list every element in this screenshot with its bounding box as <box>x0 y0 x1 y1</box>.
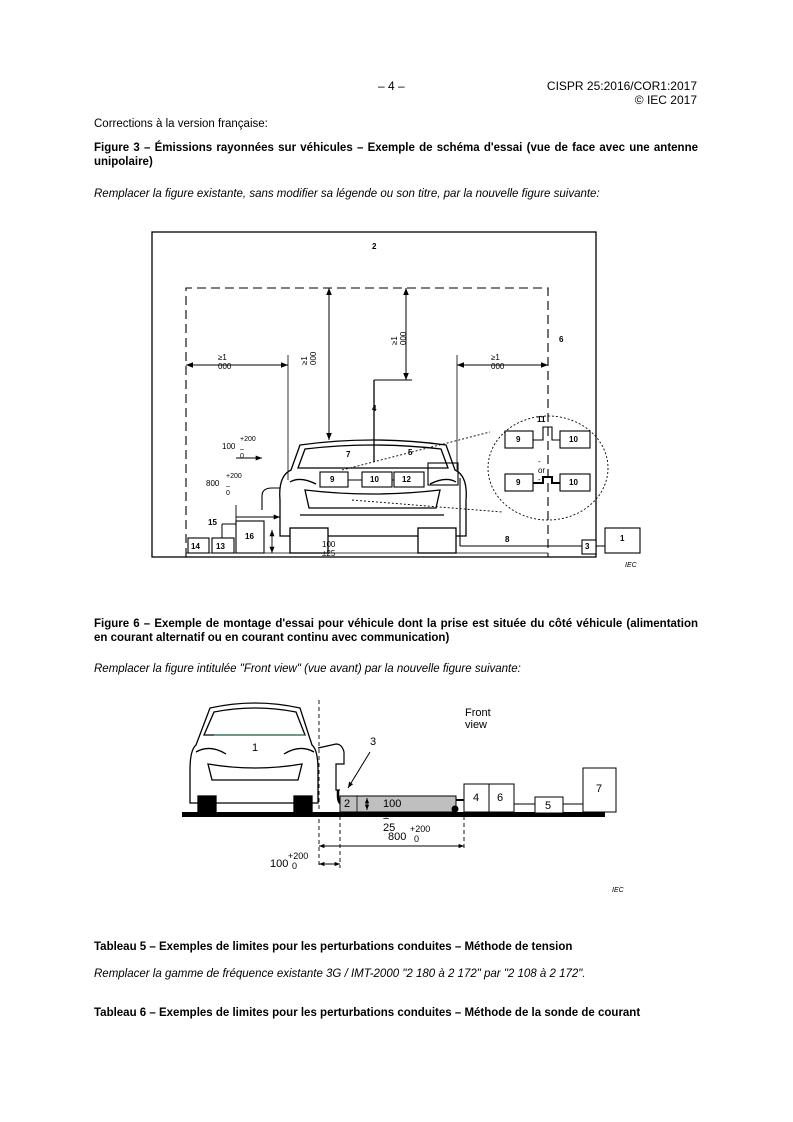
fig6-label-3: 3 <box>370 736 377 748</box>
fig3-dim-100-plus: +200 <box>240 436 256 443</box>
fig3-dim-left: ≥1 000 <box>218 353 232 371</box>
fig3-dim-vertical: ≥1 000 <box>300 351 318 365</box>
fig3-label-9-zoom-a: 9 <box>516 435 521 444</box>
fig3-label-1: 1 <box>620 534 625 543</box>
fig3-dim-100: 100 <box>222 442 236 451</box>
fig6-dim-height: 100 ± 25 <box>383 798 402 834</box>
fig3-dim-800-minus: –0 <box>226 483 230 497</box>
fig6-vehicle <box>190 703 318 812</box>
figure3-title: Figure 3 – Émissions rayonnées sur véhicules – Exemple de schéma d'essai (vue de face avec une antenne unipolaire) <box>94 142 698 168</box>
fig6-dim-800-minus: 0 <box>414 834 420 844</box>
fig6-label-2: 2 <box>344 798 351 810</box>
fig3-label-16: 16 <box>245 532 254 541</box>
fig3-dim-height: 100 ±25 <box>322 540 336 558</box>
fig3-label-11: 11 <box>537 415 546 424</box>
fig6-title: Front view <box>465 707 491 731</box>
fig3-label-10-zoom-a: 10 <box>569 435 578 444</box>
fig6-label-4: 4 <box>473 792 480 804</box>
fig3-label-3: 3 <box>585 542 590 551</box>
copyright: © IEC 2017 <box>634 93 697 107</box>
table6-title: Tableau 6 – Exemples de limites pour les perturbations conduites – Méthode de la sonde de courant <box>94 1007 641 1019</box>
fig6-dim-100-plus: +200 <box>288 851 309 861</box>
figure6-title: Figure 6 – Exemple de montage d'essai pour véhicule dont la prise est située du côté véhicule (alimentation en courant alternatif ou en courant continu avec communication) <box>94 618 698 644</box>
fig3-label-9: 9 <box>330 475 335 484</box>
fig3-label-7: 7 <box>346 450 351 459</box>
fig3-label-4: 4 <box>372 404 377 413</box>
fig3-label-14: 14 <box>191 542 200 551</box>
fig3-label-6: 6 <box>559 335 564 344</box>
fig3-label-2: 2 <box>372 242 377 251</box>
table5-instruction: Remplacer la gamme de fréquence existante 3G / IMT-2000 "2 180 à 2 172" par "2 108 à 2 172". <box>94 968 586 980</box>
fig6-dim-800: 800 <box>388 831 407 843</box>
fig6-dim-100: 100 <box>270 858 289 870</box>
fig6-dim-800-plus: +200 <box>410 824 431 834</box>
fig3-or-label: - or - <box>538 457 546 484</box>
fig3-dim-100-minus: –0 <box>240 446 244 460</box>
fig3-label-12: 12 <box>402 475 411 484</box>
figure6-instruction: Remplacer la figure intitulée "Front view" (vue avant) par la nouvelle figure suivante: <box>94 663 521 675</box>
figure3-instruction: Remplacer la figure existante, sans modifier sa légende ou son titre, par la nouvelle figure suivante: <box>94 188 600 200</box>
fig3-label-15: 15 <box>208 518 217 527</box>
fig3-label-13: 13 <box>216 542 225 551</box>
page-number: – 4 – <box>378 79 405 93</box>
fig3-label-5: 5 <box>408 448 413 457</box>
fig3-dim-right: ≥1 000 <box>491 353 505 371</box>
fig6-label-1: 1 <box>252 742 259 754</box>
fig3-label-10-zoom-b: 10 <box>569 478 578 487</box>
fig6-dim-100-minus: 0 <box>292 861 298 871</box>
fig6-iec-mark: IEC <box>612 887 624 894</box>
corrections-intro: Corrections à la version française: <box>94 118 268 130</box>
fig3-label-9-zoom-b: 9 <box>516 478 521 487</box>
document-id: CISPR 25:2016/COR1:2017 <box>546 79 697 93</box>
fig3-label-10: 10 <box>370 475 379 484</box>
fig3-dim-800-plus: +200 <box>226 473 242 480</box>
fig3-label-8: 8 <box>505 535 510 544</box>
fig6-label-6: 6 <box>497 792 504 804</box>
table5-title: Tableau 5 – Exemples de limites pour les perturbations conduites – Méthode de tension <box>94 941 573 953</box>
fig6-label-5: 5 <box>545 800 552 812</box>
fig6-label-7: 7 <box>596 783 603 795</box>
fig3-dim-antenna: ≥1 000 <box>390 331 408 345</box>
fig3-iec-mark: IEC <box>625 562 637 569</box>
fig3-dim-800: 800 <box>206 479 220 488</box>
